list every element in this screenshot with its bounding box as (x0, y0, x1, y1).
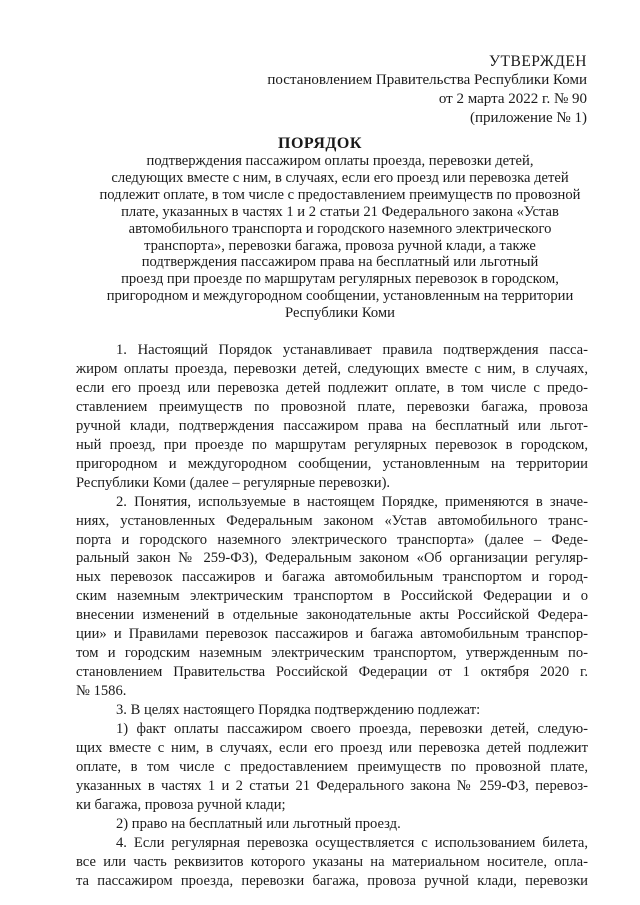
body-line: если его проезд или перевозка детей подлежит оплате, в том числе с предо- (76, 379, 588, 396)
body-line: ральный закон № 259-ФЗ), Федеральным законом «Об организации регуляр- (76, 550, 588, 567)
document-body (76, 341, 588, 891)
body-line: ниях, установленных Федеральным законом «Устав автомобильного транс- (76, 512, 588, 529)
document-subtitle (96, 153, 584, 322)
approval-date: от 2 марта 2022 г. № 90 (438, 91, 587, 107)
body-line: ставлением преимуществ по провозной плате, перевозки багажа, провоза (76, 398, 588, 415)
body-line: ки багажа, провоза ручной клади; (76, 796, 286, 813)
body-line: оплате, в том числе с предоставлением преимуществ по провозной плате, (76, 758, 588, 775)
document-title: ПОРЯДОК (278, 135, 362, 152)
body-line: 2. Понятия, используемые в настоящем Порядке, применяются в значе- (116, 493, 588, 510)
approval-stamp (207, 52, 587, 128)
subtitle-line: плате, указанных в частях 1 и 2 статьи 21 Федерального закона «Устав (121, 203, 559, 220)
subtitle-line: пригородном и междугородном сообщении, установленным на территории (106, 288, 574, 305)
subtitle-line: следующих вместе с ним, в случаях, если его проезд или перевозка детей (111, 169, 569, 186)
body-line: жиром оплаты проезда, перевозки детей, следующих вместе с ним, в случаях, (76, 360, 588, 377)
body-line: внесении изменений в отдельные законодательные акты Российской Федера- (76, 607, 588, 624)
subtitle-line: подлежит оплате, в том числе с предоставлением преимуществ по провозной (99, 186, 581, 203)
body-line: указанных в частях 1 и 2 статьи 21 Федерального закона № 259-ФЗ, перевоз- (76, 777, 588, 794)
body-line: ных перевозок пассажиров и багажа автомобильным транспортом и город- (76, 569, 588, 586)
body-line: все или часть реквизитов которого указаны на материальном носителе, опла- (76, 853, 588, 870)
body-line: ручной клади, подтверждения пассажиром права на бесплатный или льгот- (76, 417, 588, 434)
body-line: 3. В целях настоящего Порядка подтверждению подлежат: (116, 702, 481, 719)
body-line: ским наземным электрическим транспортом в Российской Федерации и о (76, 588, 588, 605)
body-line: № 1586. (76, 683, 127, 700)
subtitle-line: проезд при проезде по маршрутам регулярных перевозок в городском, (121, 271, 559, 288)
subtitle-line: автомобильного транспорта и городского наземного электрического (128, 220, 552, 237)
body-line: 1) факт оплаты пассажиром своего проезда, перевозки детей, следую- (116, 721, 588, 738)
subtitle-line: транспорта», перевозки багажа, провоза ручной клади, а также (144, 237, 536, 254)
approval-decree: постановлением Правительства Республики Коми (267, 72, 587, 88)
body-line: щих вместе с ним, в случаях, если его проезд или перевозка детей подлежит (76, 740, 588, 757)
subtitle-line: Республики Коми (285, 305, 395, 322)
body-line: 4. Если регулярная перевозка осуществляется с использованием билета, (116, 834, 588, 851)
body-line: Республики Коми (далее – регулярные перевозки). (76, 474, 391, 491)
body-line: ции» и Правилами перевозок пассажиров и багажа автомобильным транспор- (76, 626, 588, 643)
body-line: та пассажиром проезда, перевозки багажа, провоза ручной клади, перевозки (76, 872, 588, 889)
body-line: 2) право на бесплатный или льготный проезд. (116, 815, 401, 832)
body-line: становлением Правительства Российской Федерации от 1 октября 2020 г. (76, 664, 588, 681)
subtitle-line: подтверждения пассажиром права на бесплатный или льготный (141, 254, 539, 271)
approval-heading: УТВЕРЖДЕН (489, 53, 587, 70)
body-line: том и городским наземным электрическим транспортом, утвержденным по- (76, 645, 588, 662)
body-line: ный проезд, при проезде по маршрутам регулярных перевозок в городском, (76, 436, 588, 453)
body-line: порта и городского наземного электрического транспорта» (далее – Феде- (76, 531, 588, 548)
approval-appendix: (приложение № 1) (469, 110, 587, 126)
body-line: 1. Настоящий Порядок устанавливает правила подтверждения пасса- (116, 342, 588, 358)
subtitle-line: подтверждения пассажиром оплаты проезда, перевозки детей, (146, 153, 534, 169)
body-line: пригородном и междугородном сообщении, установленным на территории (76, 455, 588, 472)
